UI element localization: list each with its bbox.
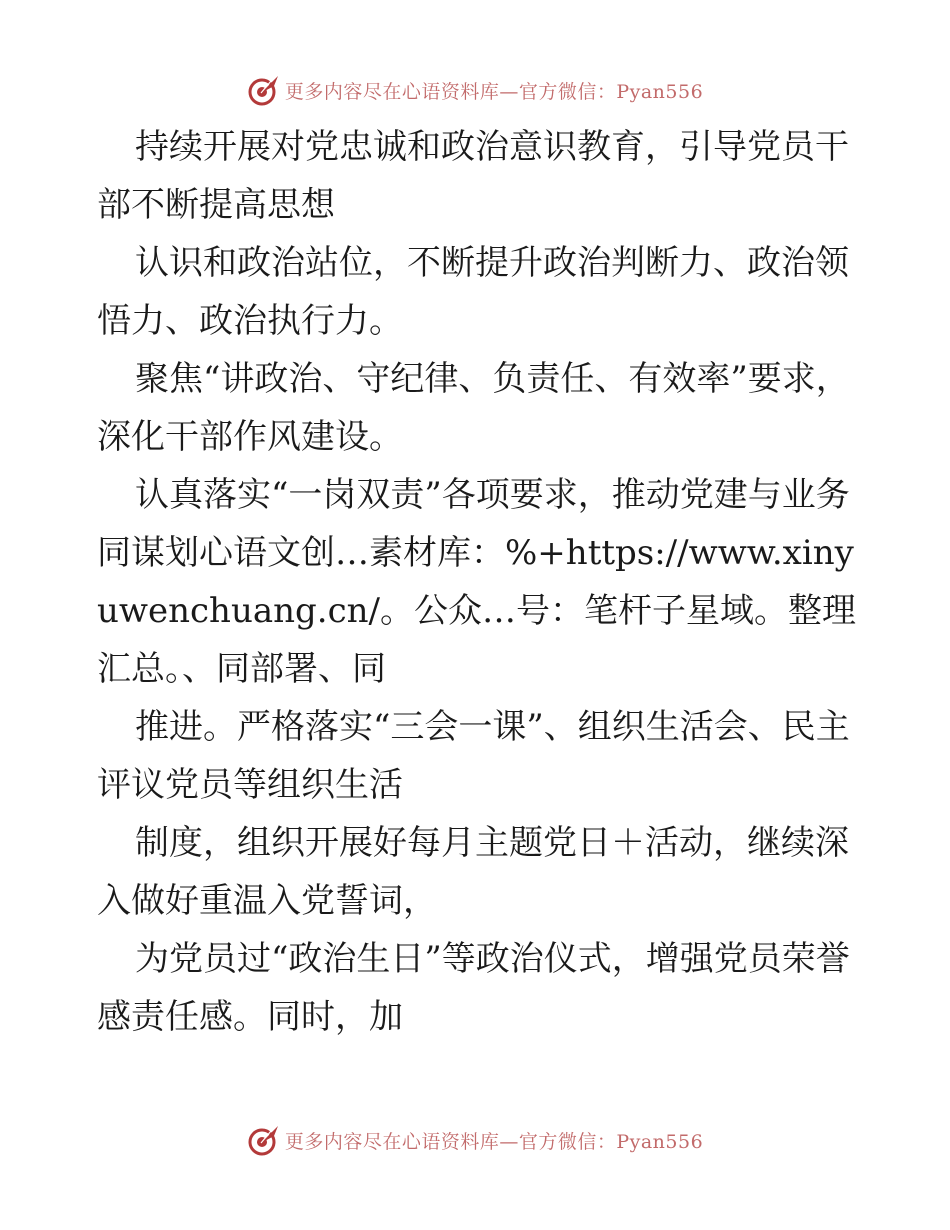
footer-contact-text: 官方微信：Pyan556	[518, 1130, 704, 1153]
paragraph-5: 推进。严格落实“三会一课”、组织生活会、民主评议党员等组织生活	[97, 707, 850, 805]
paragraph-6: 制度，组织开展好每月主题党日＋活动，继续深入做好重温入党誓词，	[97, 823, 849, 921]
footer-banner-text	[285, 1127, 703, 1154]
header-separator: —	[499, 80, 519, 103]
header-banner-text	[285, 77, 703, 104]
footer-banner	[0, 1120, 950, 1160]
quill-pen-circle-icon	[247, 1123, 281, 1157]
paragraph-4: 认真落实“一岗双责”各项要求，推动党建与业务同谋划心语文创…素材库：%+https://www.xinyuwenchuang.cn/。公众…号：笔杆子星域。整理汇总。、同部署、同	[97, 475, 856, 689]
quill-pen-circle-icon	[247, 73, 281, 107]
paragraph-3: 聚焦“讲政治、守纪律、负责任、有效率”要求，深化干部作风建设。	[97, 359, 850, 457]
paragraph-2: 认识和政治站位，不断提升政治判断力、政治领悟力、政治执行力。	[97, 243, 849, 341]
header-brand-text: 更多内容尽在心语资料库	[284, 80, 500, 103]
footer-separator: —	[499, 1130, 519, 1153]
header-banner	[0, 70, 950, 110]
footer-brand-text: 更多内容尽在心语资料库	[284, 1130, 500, 1153]
header-contact-text: 官方微信：Pyan556	[518, 80, 704, 103]
paragraph-1: 持续开展对党忠诚和政治意识教育，引导党员干部不断提高思想	[97, 127, 849, 225]
document-body	[97, 118, 857, 1046]
paragraph-7: 为党员过“政治生日”等政治仪式，增强党员荣誉感责任感。同时，加	[97, 939, 850, 1037]
